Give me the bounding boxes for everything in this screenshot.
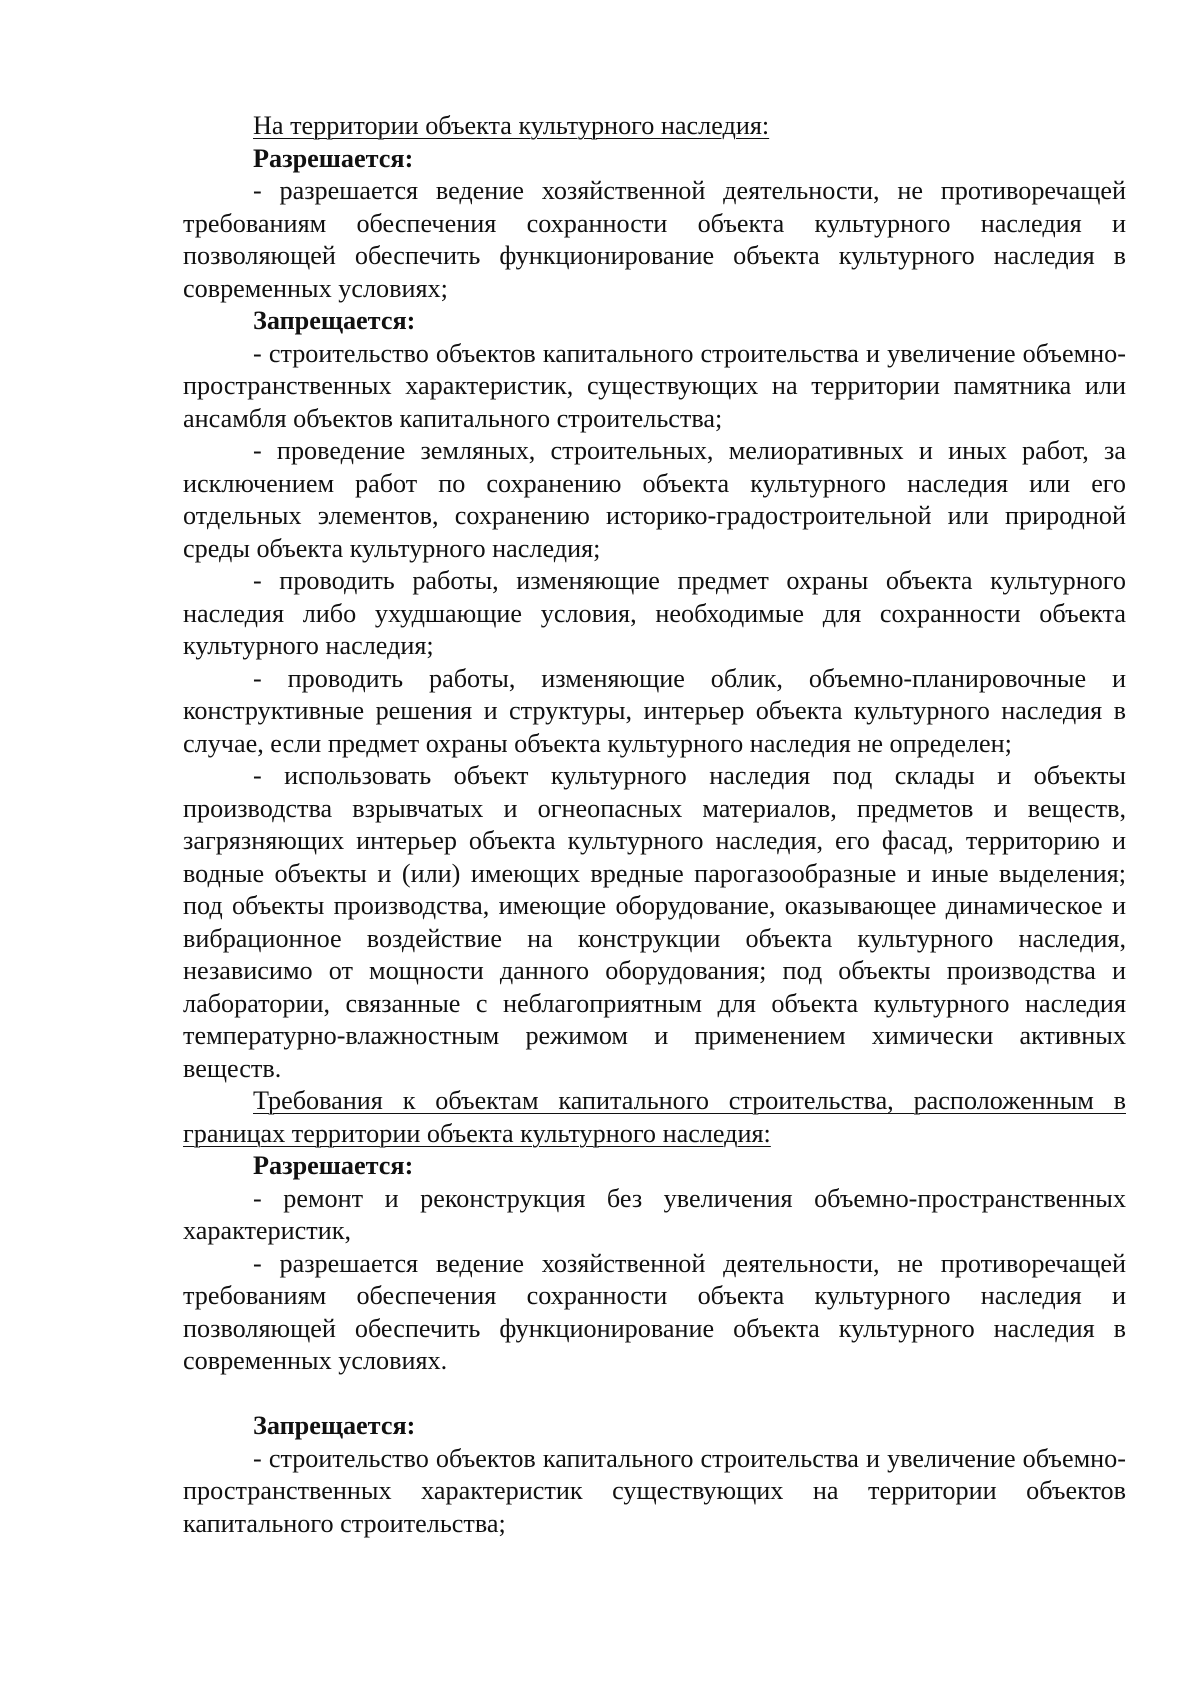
section1-heading: На территории объекта культурного наследия: bbox=[253, 111, 770, 140]
section2-allowed-label: Разрешается: bbox=[253, 1151, 414, 1180]
section1-allowed-label: Разрешается: bbox=[253, 143, 414, 173]
section2-allowed-item: - ремонт и реконструкция без увеличения объемно-пространственных характеристик, bbox=[183, 1183, 1126, 1245]
section1-forbidden-item: - проведение земляных, строительных, мелиоративных и иных работ, за исключением работ по сохранению объекта культурного наследия или его отдельных элементов, сохранению историко-градостроительной или природной среды объекта культурного наследия; bbox=[183, 436, 1126, 563]
section1-forbidden-label: Запрещается: bbox=[253, 306, 416, 335]
section1-forbidden-item: - проводить работы, изменяющие облик, объемно-планировочные и конструктивные решения и структуры, интерьер объекта культурного наследия в случае, если предмет охраны объекта культурного наследия не определен; bbox=[183, 663, 1126, 758]
document-body bbox=[183, 110, 1126, 1540]
section1-allowed-item: - разрешается ведение хозяйственной деятельности, не противоречащей требованиям обеспечения сохранности объекта культурного наследия и позволяющей обеспечить функционирование объекта культурного наследия в современных условиях; bbox=[183, 176, 1126, 303]
section1-forbidden-item: - строительство объектов капитального строительства и увеличение объемно-пространственных характеристик, существующих на территории памятника или ансамбля объектов капитального строительства; bbox=[183, 338, 1126, 433]
paragraph-spacer bbox=[183, 1378, 1126, 1411]
section2-forbidden-label: Запрещается: bbox=[253, 1411, 416, 1440]
section2-heading: Требования к объектам капитального строительства, расположенным в границах территории объекта культурного наследия: bbox=[183, 1086, 1126, 1148]
section2-forbidden-item: - строительство объектов капитального строительства и увеличение объемно-пространственных характеристик существующих на территории объектов капитального строительства; bbox=[183, 1443, 1126, 1538]
section1-forbidden-item: - проводить работы, изменяющие предмет охраны объекта культурного наследия либо ухудшающие условия, необходимые для сохранности объекта культурного наследия; bbox=[183, 566, 1126, 660]
section1-forbidden-item: - использовать объект культурного наследия под склады и объекты производства взрывчатых и огнеопасных материалов, предметов и веществ, загрязняющих интерьер объекта культурного наследия, его фасад, территорию и водные объекты и (или) имеющих вредные парогазообразные и иные выделения; под объекты производства, имеющие оборудование, оказывающее динамическое и вибрационное воздействие на конструкции объекта культурного наследия, независимо от мощности данного оборудования; под объекты производства и лаборатории, связанные с неблагоприятным для объекта культурного наследия температурно-влажностным режимом и применением химически активных веществ. bbox=[183, 761, 1126, 1083]
section2-allowed-item: - разрешается ведение хозяйственной деятельности, не противоречащей требованиям обеспечения сохранности объекта культурного наследия и позволяющей обеспечить функционирование объекта культурного наследия в современных условиях. bbox=[183, 1248, 1126, 1375]
